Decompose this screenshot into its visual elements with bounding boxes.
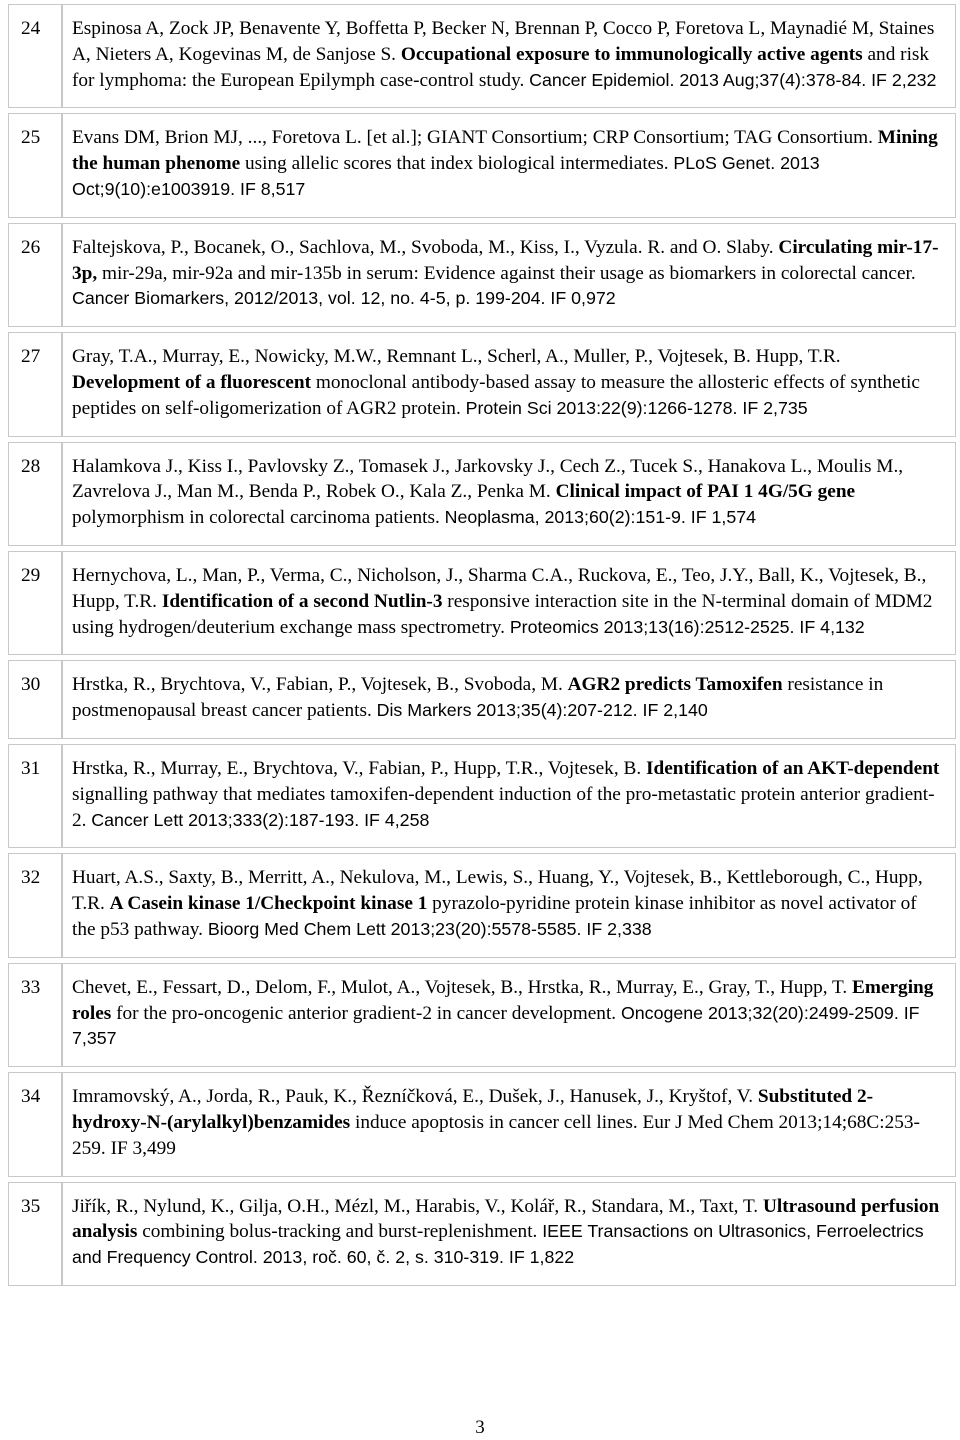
reference-row: [8, 853, 956, 957]
reference-row: [8, 744, 956, 848]
reference-journal: Cancer Biomarkers, 2012/2013, vol. 12, no. 4-5, p. 199-204. IF 0,972: [72, 288, 616, 309]
reference-text: [62, 660, 956, 739]
reference-journal: Protein Sci 2013:22(9):1266-1278. IF 2,735: [465, 397, 808, 418]
reference-row: [8, 551, 956, 655]
reference-text: [62, 744, 956, 848]
reference-title: Clinical impact of PAI 1 4G/5G gene: [555, 481, 856, 503]
references-table: [8, 4, 956, 1286]
reference-description: pyrazolo-pyridine protein kinase inhibitor as novel activator of the p53 pathway.: [72, 893, 917, 940]
reference-description: and risk for lymphoma: the European Epilymph case-control study.: [72, 43, 930, 91]
reference-number: 27: [8, 332, 62, 436]
reference-authors: Chevet, E., Fessart, D., Delom, F., Mulot, A., Vojtesek, B., Hrstka, R., Murray, E., Gray, T., Hupp, T.: [72, 976, 853, 998]
reference-row: [8, 442, 956, 546]
reference-row: [8, 660, 956, 739]
reference-text: [62, 853, 956, 957]
reference-journal: IEEE Transactions on Ultrasonics, Ferroelectrics and Frequency Control. 2013, roč. 60, č. 2, s. 310-319. IF 1,822: [72, 1221, 924, 1268]
reference-journal: Dis Markers 2013;35(4):207-212. IF 2,140: [376, 700, 708, 721]
reference-row: [8, 4, 956, 108]
reference-text: [62, 442, 956, 546]
reference-title: Ultrasound perfusion analysis: [72, 1195, 940, 1243]
reference-description: resistance in postmenopausal breast cancer patients.: [72, 674, 884, 722]
reference-journal: Cancer Lett 2013;333(2):187-193. IF 4,258: [91, 809, 430, 830]
reference-text: [62, 551, 956, 655]
reference-authors: Hrstka, R., Murray, E., Brychtova, V., Fabian, P., Hupp, T.R., Vojtesek, B.: [72, 757, 646, 779]
reference-title: Identification of an AKT-dependent: [645, 757, 940, 779]
reference-authors: Huart, A.S., Saxty, B., Merritt, A., Nekulova, M., Lewis, S., Huang, Y., Vojtesek, B., Kettleborough, C., Hupp, T.R.: [72, 867, 923, 915]
reference-description: for the pro-oncogenic anterior gradient-2 in cancer development.: [111, 1002, 621, 1024]
reference-title: A Casein kinase 1/Checkpoint kinase 1: [109, 893, 428, 915]
reference-title: Identification of a second Nutlin-3: [161, 590, 443, 612]
reference-authors: Hrstka, R., Brychtova, V., Fabian, P., Vojtesek, B., Svoboda, M.: [72, 674, 568, 696]
reference-authors: Espinosa A, Zock JP, Benavente Y, Boffetta P, Becker N, Brennan P, Cocco P, Foretova L, Maynadié M, Staines A, Nieters A, Kogevinas M, de Sanjose S.: [72, 18, 935, 65]
reference-title: Substituted 2-hydroxy-N-(arylalkyl)benzamides: [72, 1086, 874, 1133]
reference-title: Occupational exposure to immunologically active agents: [400, 43, 863, 65]
reference-journal: Cancer Epidemiol. 2013 Aug;37(4):378-84. IF 2,232: [529, 69, 937, 90]
reference-title: Emerging roles: [72, 976, 934, 1024]
reference-number: 28: [8, 442, 62, 546]
reference-journal: Neoplasma, 2013;60(2):151-9. IF 1,574: [444, 507, 757, 528]
reference-journal: PLoS Genet. 2013 Oct;9(10):e1003919. IF 8,517: [72, 153, 820, 199]
reference-authors: Hernychova, L., Man, P., Verma, C., Nicholson, J., Sharma C.A., Ruckova, E., Teo, J.Y., Ball, K., Vojtesek, B., Hupp, T.R.: [72, 564, 927, 612]
reference-text: [62, 223, 956, 327]
reference-row: [8, 963, 956, 1067]
reference-number: 26: [8, 223, 62, 327]
reference-text: [62, 332, 956, 436]
reference-description: signalling pathway that mediates tamoxifen-dependent induction of the pro-metastatic protein anterior gradient-2.: [72, 783, 935, 831]
reference-number: 34: [8, 1072, 62, 1176]
reference-number: 29: [8, 551, 62, 655]
reference-text: [62, 963, 956, 1067]
reference-number: 33: [8, 963, 62, 1067]
reference-title: Mining the human phenome: [72, 127, 938, 175]
reference-number: 30: [8, 660, 62, 739]
reference-row: [8, 113, 956, 217]
reference-row: [8, 1072, 956, 1176]
reference-description: monoclonal antibody-based assay to measure the allosteric effects of synthetic peptides on self-oligomerization of AGR2 protein.: [72, 371, 920, 419]
reference-journal: Proteomics 2013;13(16):2512-2525. IF 4,132: [509, 616, 865, 637]
reference-authors: Jiřík, R., Nylund, K., Gilja, O.H., Mézl, M., Harabis, V., Kolář, R., Standara, M., Taxt, T.: [72, 1195, 763, 1217]
reference-journal: Bioorg Med Chem Lett 2013;23(20):5578-5585. IF 2,338: [207, 918, 652, 939]
reference-authors: Halamkova J., Kiss I., Pavlovsky Z., Tomasek J., Jarkovsky J., Cech Z., Tucek S., Hanakova L., Moulis M., Zavrelova J., Man M., Benda P., Robek O., Kala Z., Penka M.: [72, 455, 904, 503]
reference-row: [8, 1182, 956, 1286]
references-body: [8, 4, 956, 1286]
page-number: 3: [475, 1417, 485, 1438]
reference-authors: Faltejskova, P., Bocanek, O., Sachlova, M., Svoboda, M., Kiss, I., Vyzula. R. and O. Slaby.: [72, 236, 779, 258]
reference-text: [62, 1072, 956, 1176]
reference-number: 35: [8, 1182, 62, 1286]
reference-row: [8, 223, 956, 327]
reference-title: AGR2 predicts Tamoxifen: [567, 674, 783, 696]
reference-text: [62, 1182, 956, 1286]
reference-description: polymorphism in colorectal carcinoma patients.: [72, 507, 445, 529]
reference-description: using allelic scores that index biological intermediates.: [240, 153, 674, 175]
reference-authors: Evans DM, Brion MJ, ..., Foretova L. [et al.]; GIANT Consortium; CRP Consortium; TAG Consortium.: [72, 127, 878, 149]
reference-authors: Gray, T.A., Murray, E., Nowicky, M.W., Remnant L., Scherl, A., Muller, P., Vojtesek, B. Hupp, T.R.: [72, 346, 841, 368]
reference-number: 31: [8, 744, 62, 848]
reference-title: Development of a fluorescent: [72, 371, 312, 393]
reference-title: Circulating mir-17-3p,: [72, 236, 939, 284]
reference-description: responsive interaction site in the N-terminal domain of MDM2 using hydrogen/deuterium exchange mass spectrometry.: [72, 590, 933, 638]
reference-description: induce apoptosis in cancer cell lines. Eur J Med Chem 2013;14;68C:253-259. IF 3,499: [72, 1111, 920, 1159]
reference-journal: Oncogene 2013;32(20):2499-2509. IF 7,357: [72, 1002, 920, 1049]
reference-text: [62, 113, 956, 217]
reference-description: mir-29a, mir-92a and mir-135b in serum: Evidence against their usage as biomarkers in colorectal cancer.: [97, 262, 916, 284]
reference-description: combining bolus-tracking and burst-replenishment.: [137, 1221, 543, 1243]
reference-row: [8, 332, 956, 436]
reference-authors: Imramovský, A., Jorda, R., Pauk, K., Řezníčková, E., Dušek, J., Hanusek, J., Kryštof, V.: [72, 1086, 758, 1108]
reference-number: 32: [8, 853, 62, 957]
reference-number: 25: [8, 113, 62, 217]
reference-number: 24: [8, 4, 62, 108]
reference-text: [62, 4, 956, 108]
